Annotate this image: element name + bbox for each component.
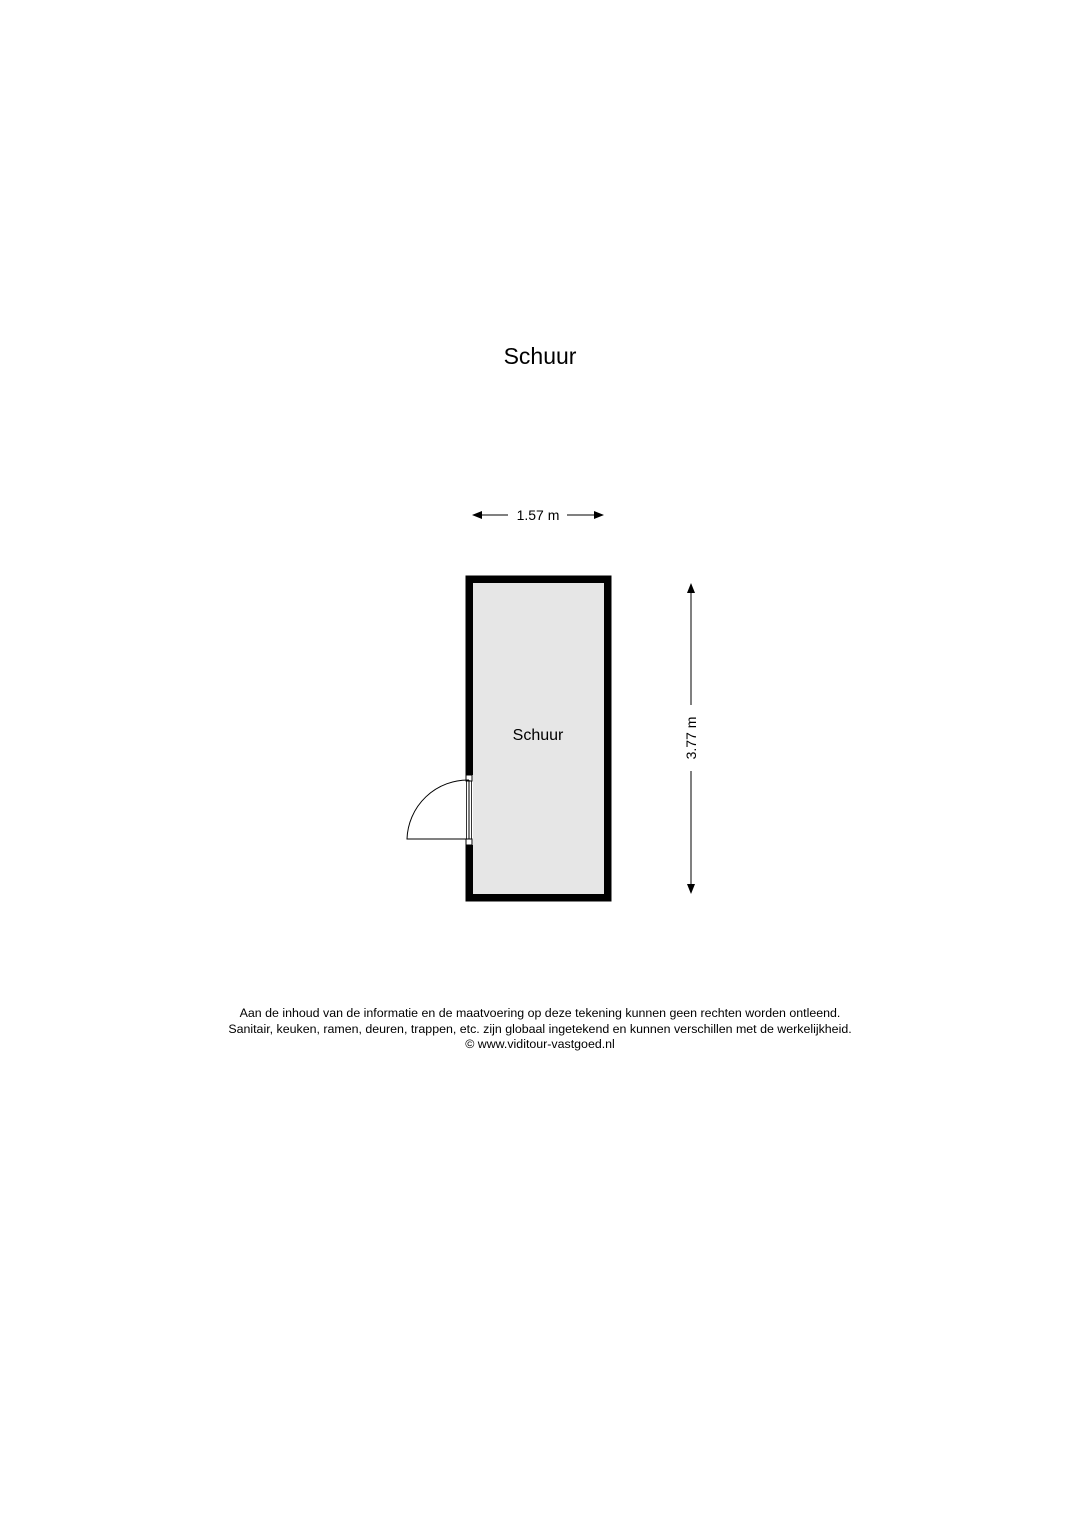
disclaimer <box>0 1006 1080 1053</box>
width-dimension-label: 1.57 m <box>516 507 560 523</box>
disclaimer-line-1: Aan de inhoud van de informatie en de maatvoering op deze tekening kunnen geen rechten worden ontleend. <box>239 1006 841 1020</box>
disclaimer-line-2: Sanitair, keuken, ramen, deuren, trappen, etc. zijn globaal ingetekend en kunnen verschillen met de werkelijkheid. <box>228 1021 852 1036</box>
room-label: Schuur <box>512 727 564 744</box>
copyright-line: © www.viditour-vastgoed.nl <box>465 1037 615 1051</box>
height-dimension <box>683 584 699 893</box>
width-dimension <box>473 507 603 523</box>
height-dimension-label: 3.77 m <box>683 716 699 760</box>
room-schuur <box>407 576 612 902</box>
page-title: Schuur <box>503 343 577 369</box>
door-swing-arc <box>407 780 469 839</box>
door-frame-bottom <box>466 839 472 845</box>
door-icon <box>407 780 469 839</box>
